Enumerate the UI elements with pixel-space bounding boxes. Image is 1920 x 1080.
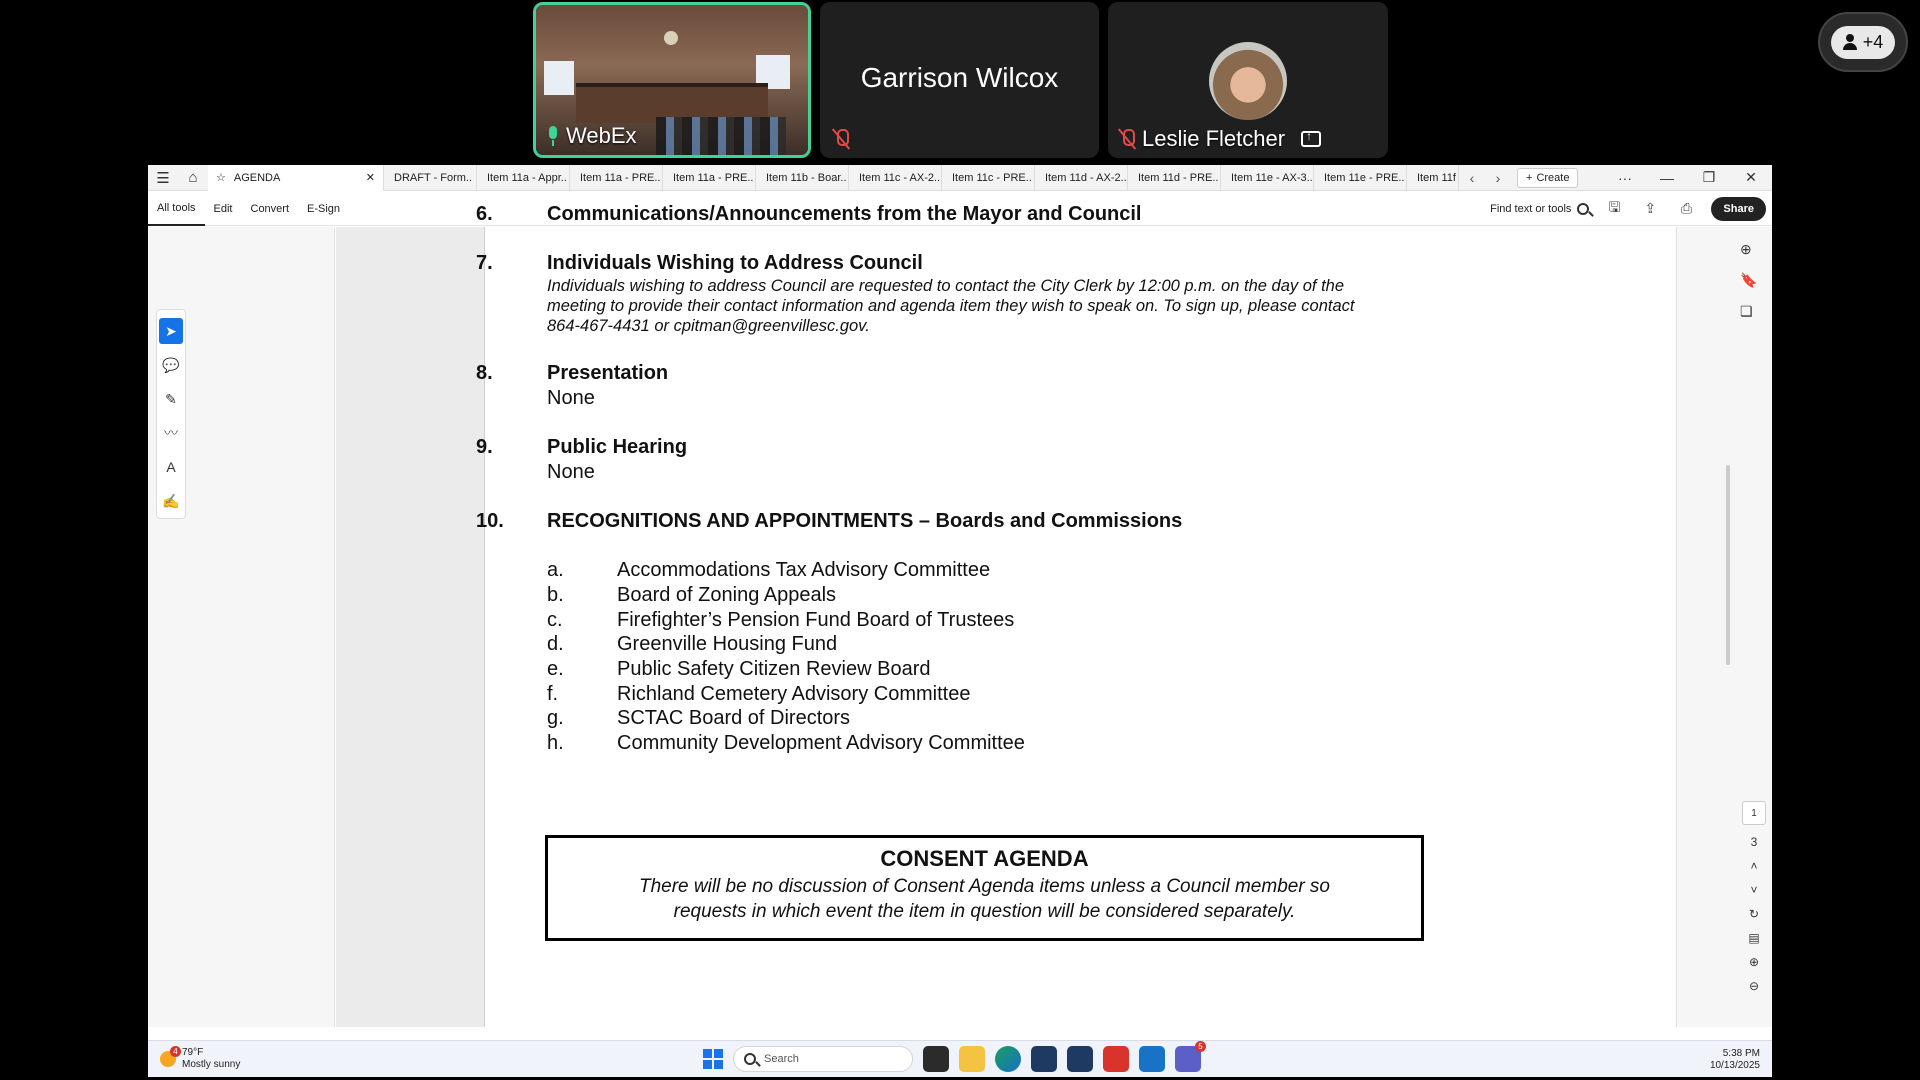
consent-agenda-title: CONSENT AGENDA bbox=[880, 846, 1089, 871]
pdf-viewer-window bbox=[148, 165, 1772, 1077]
clock-date: 10/13/2025 bbox=[1709, 1060, 1760, 1071]
share-button[interactable]: Share bbox=[1711, 197, 1766, 221]
plus-icon: + bbox=[1526, 171, 1533, 184]
tab-document[interactable]: Item 11b - Boar.. bbox=[756, 165, 849, 191]
section-heading: Presentation bbox=[547, 362, 669, 384]
close-window-icon[interactable]: ✕ bbox=[1745, 169, 1757, 185]
page-fit-icon[interactable]: ▤ bbox=[1748, 931, 1760, 945]
section-number: 6. bbox=[476, 203, 493, 225]
bookmarks-icon[interactable]: 🔖 bbox=[1740, 272, 1758, 288]
list-item-letter: a. bbox=[547, 559, 564, 581]
consent-agenda-text-line: requests in which event the item in question will be considered separately. bbox=[673, 901, 1296, 922]
search-icon bbox=[744, 1053, 756, 1065]
section-note-line: Individuals wishing to address Council are requested to contact the City Clerk by 12:00 p.m. on the day of the bbox=[547, 277, 1345, 295]
more-participants-count: +4 bbox=[1862, 31, 1884, 52]
find-tools-search[interactable]: Find text or tools bbox=[1490, 203, 1589, 215]
task-view-icon[interactable] bbox=[923, 1046, 949, 1072]
list-item: Greenville Housing Fund bbox=[617, 633, 838, 655]
section-number: 9. bbox=[476, 436, 493, 458]
consent-agenda-text-line: There will be no discussion of Consent Agenda items unless a Council member so bbox=[638, 876, 1331, 897]
zoom-in-icon[interactable]: ⊕ bbox=[1748, 955, 1760, 969]
tab-document[interactable]: Item 11d - AX-2.. bbox=[1035, 165, 1128, 191]
section-number: 7. bbox=[476, 252, 493, 274]
list-item: Board of Zoning Appeals bbox=[617, 584, 837, 606]
tab-document[interactable]: Item 11a - PRE.. bbox=[570, 165, 663, 191]
list-item: Public Safety Citizen Review Board bbox=[617, 658, 931, 680]
section-number: 10. bbox=[476, 510, 504, 532]
quick-tools-palette bbox=[156, 309, 186, 519]
menu-convert[interactable]: Convert bbox=[250, 202, 290, 215]
tab-agenda[interactable]: ☆ AGENDA ✕ bbox=[208, 165, 384, 191]
minimize-icon[interactable]: — bbox=[1660, 169, 1674, 186]
tab-document[interactable]: Item 11a - Appr.. bbox=[477, 165, 570, 191]
tab-document[interactable]: Item 11c - AX-2.. bbox=[849, 165, 942, 191]
tab-scroll-left-icon[interactable]: ‹ bbox=[1469, 169, 1475, 186]
system-clock[interactable] bbox=[1710, 1048, 1760, 1072]
windows-start-icon[interactable] bbox=[703, 1049, 723, 1069]
close-tab-icon[interactable]: ✕ bbox=[365, 172, 375, 184]
left-tool-rail bbox=[148, 227, 335, 1027]
notification-badge: 5 bbox=[1195, 1041, 1206, 1052]
consent-agenda-box bbox=[545, 835, 1424, 941]
list-item-letter: f. bbox=[547, 683, 559, 705]
menu-edit[interactable]: Edit bbox=[213, 202, 233, 215]
comments-panel-icon[interactable]: ⊕ bbox=[1740, 241, 1752, 257]
section-note-line: 864-467-4431 or cpitman@greenvillesc.gov. bbox=[547, 317, 870, 335]
clock-time: 5:38 PM bbox=[1722, 1048, 1760, 1059]
sign-icon[interactable]: ✍ bbox=[162, 492, 180, 509]
hamburger-menu-icon[interactable]: ☰ bbox=[156, 169, 170, 187]
section-note-line: meeting to provide their contact information and agenda item they wish to speak on. To sign up, please contact bbox=[547, 297, 1355, 315]
print-icon[interactable]: ⎙ bbox=[1680, 200, 1693, 216]
section-body: None bbox=[547, 461, 595, 483]
screen-share-icon bbox=[1301, 131, 1321, 147]
tab-bar bbox=[148, 165, 1772, 191]
list-item: Firefighter’s Pension Fund Board of Trustees bbox=[617, 609, 1015, 631]
chevron-up-icon[interactable]: ˄ bbox=[1750, 859, 1758, 873]
mic-muted-icon bbox=[1118, 128, 1136, 150]
participant-name: Garrison Wilcox bbox=[860, 62, 1059, 93]
tab-document[interactable]: DRAFT - Form.. bbox=[384, 165, 477, 191]
home-icon[interactable]: ⌂ bbox=[188, 169, 198, 186]
save-icon[interactable]: 🖫 bbox=[1608, 198, 1621, 215]
select-pointer-icon[interactable]: ➤ bbox=[159, 318, 183, 344]
sun-icon bbox=[160, 1047, 178, 1067]
taskbar-search[interactable]: Search bbox=[733, 1046, 913, 1072]
edge-browser-icon[interactable] bbox=[995, 1046, 1021, 1072]
list-item-letter: c. bbox=[547, 609, 563, 631]
participant-tile-webex[interactable] bbox=[533, 2, 811, 158]
star-icon[interactable]: ☆ bbox=[216, 172, 226, 184]
webex-app-icon[interactable] bbox=[1031, 1046, 1057, 1072]
windows-taskbar bbox=[148, 1040, 1772, 1077]
section-heading: Communications/Announcements from the Mayor and Council bbox=[547, 203, 1142, 225]
list-item: Community Development Advisory Committee bbox=[617, 732, 1025, 754]
more-participants-button[interactable] bbox=[1818, 12, 1908, 72]
pages-thumbnail-icon[interactable]: ❏ bbox=[1740, 303, 1753, 319]
webex-meeting-icon[interactable] bbox=[1067, 1046, 1093, 1072]
search-icon bbox=[1577, 203, 1589, 215]
total-pages: 3 bbox=[1750, 835, 1758, 849]
comment-icon[interactable]: 💬 bbox=[162, 356, 180, 373]
weather-widget[interactable] bbox=[160, 1047, 240, 1071]
tab-document[interactable]: Item 11c - PRE.. bbox=[942, 165, 1035, 191]
mic-on-icon bbox=[546, 126, 560, 146]
participant-tile-garrison[interactable] bbox=[820, 2, 1099, 158]
list-item-letter: h. bbox=[547, 732, 564, 754]
list-item-letter: e. bbox=[547, 658, 564, 680]
more-options-icon[interactable]: ··· bbox=[1618, 169, 1632, 186]
section-heading: Public Hearing bbox=[547, 436, 688, 458]
section-body: None bbox=[547, 387, 595, 409]
list-item-letter: g. bbox=[547, 707, 564, 729]
section-heading: Individuals Wishing to Address Council bbox=[547, 252, 923, 274]
section-number: 8. bbox=[476, 362, 493, 384]
tab-document[interactable]: Item 11a - PRE.. bbox=[663, 165, 756, 191]
tab-document[interactable]: Item 11f bbox=[1407, 165, 1459, 191]
list-item-letter: d. bbox=[547, 633, 564, 655]
rotate-icon[interactable]: ↻ bbox=[1748, 907, 1760, 921]
vertical-scrollbar[interactable] bbox=[1726, 465, 1730, 665]
teams-icon[interactable] bbox=[1175, 1042, 1203, 1072]
avatar bbox=[1209, 42, 1287, 120]
list-item: Accommodations Tax Advisory Committee bbox=[617, 559, 991, 581]
tab-document[interactable]: Item 11d - PRE.. bbox=[1128, 165, 1221, 191]
upload-cloud-icon[interactable]: ⇪ bbox=[1644, 200, 1657, 216]
participant-name: Leslie Fletcher bbox=[1142, 126, 1286, 151]
list-item: Richland Cemetery Advisory Committee bbox=[617, 683, 971, 705]
create-button[interactable]: + Create bbox=[1517, 168, 1578, 188]
notification-badge: 4 bbox=[170, 1046, 181, 1057]
draw-freeform-icon[interactable]: 〰 bbox=[164, 425, 178, 441]
weather-temp: 79°F bbox=[182, 1047, 204, 1058]
file-explorer-icon[interactable] bbox=[959, 1046, 985, 1072]
menu-all-tools[interactable]: All tools bbox=[148, 192, 205, 226]
participant-name: WebEx bbox=[566, 123, 637, 148]
text-box-icon[interactable]: A bbox=[166, 459, 176, 475]
outlook-icon[interactable] bbox=[1139, 1046, 1165, 1072]
tab-document[interactable]: Item 11e - PRE.. bbox=[1314, 165, 1407, 191]
participant-tile-leslie[interactable] bbox=[1108, 2, 1388, 158]
acrobat-icon[interactable] bbox=[1103, 1046, 1129, 1072]
list-item-letter: b. bbox=[547, 584, 564, 606]
mic-muted-icon bbox=[832, 128, 850, 150]
tab-scroll-right-icon[interactable]: › bbox=[1495, 169, 1501, 186]
list-item: SCTAC Board of Directors bbox=[617, 707, 851, 729]
menu-esign[interactable]: E-Sign bbox=[307, 202, 341, 215]
section-heading: RECOGNITIONS AND APPOINTMENTS – Boards and Commissions bbox=[547, 510, 1183, 532]
tab-document[interactable]: Item 11e - AX-3.. bbox=[1221, 165, 1314, 191]
restore-icon[interactable]: ❐ bbox=[1702, 169, 1716, 185]
chevron-down-icon[interactable]: ˅ bbox=[1750, 883, 1758, 897]
weather-desc: Mostly sunny bbox=[182, 1059, 241, 1070]
current-page-indicator[interactable]: 1 bbox=[1742, 801, 1766, 825]
highlight-pen-icon[interactable]: ✎ bbox=[165, 390, 177, 407]
zoom-out-icon[interactable]: ⊖ bbox=[1748, 979, 1760, 993]
person-icon bbox=[1843, 34, 1857, 50]
